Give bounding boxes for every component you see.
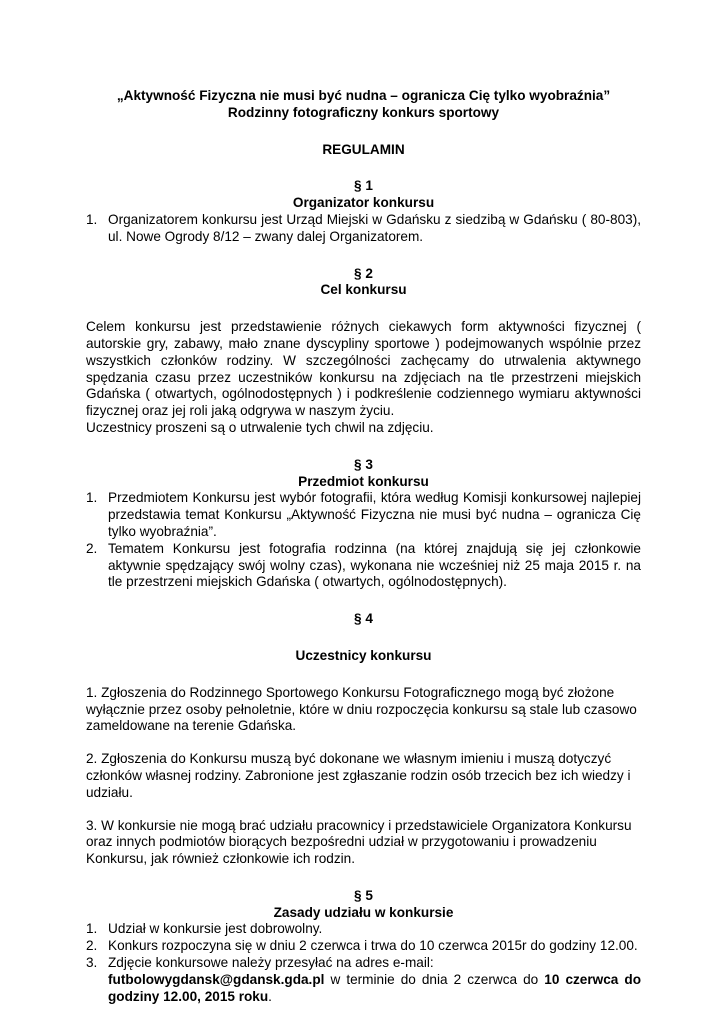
- list-item-text: Konkurs rozpoczyna się w dniu 2 czerwca i trwa do 10 czerwca 2015r do godziny 12.00.: [108, 938, 638, 954]
- list-item-number: 1.: [86, 211, 98, 227]
- section-list: [86, 212, 641, 246]
- section-list: [86, 490, 641, 591]
- section-title: Przedmiot konkursu: [298, 473, 429, 489]
- list-item: [86, 938, 641, 955]
- list-item: [86, 955, 641, 1005]
- list-item-text: Organizatorem konkursu jest Urząd Miejski w Gdańsku z siedzibą w Gdańsku ( 80-803), ul. Nowe Ogrody 8/12 – zwany dalej Organizatorem.: [108, 211, 641, 244]
- paragraph: 1. Zgłoszenia do Rodzinnego Sportowego Konkursu Fotograficznego mogą być złożone wyłącznie przez osoby pełnoletnie, które w dniu rozpoczęcia konkursu są stale lub czasowo zameldowane na terenie Gdańska.: [86, 684, 637, 734]
- paragraph: Celem konkursu jest przedstawienie różnych ciekawych form aktywności fizycznej ( autorskie gry, zabawy, mało znane dyscypliny sportowe ) podejmowanych wspólnie przez wszystkich członków rodziny. W szczególności zachęcamy do utrwalenia aktywnego spędzania czasu przez uczestników konkursu na zdjęciach na tle przestrzeni miejskich Gdańska ( otwartych, ogólnodostępnych ) i podkreślenie codziennego wymiaru aktywności fizycznej oraz jej roli jaką odgrywa w naszym życiu.: [86, 319, 641, 419]
- list-item-number: 1.: [86, 921, 98, 937]
- section-2: [86, 266, 641, 437]
- list-item-text: Zdjęcie konkursowe należy przesyłać na adres e-mail:: [108, 955, 434, 971]
- section-title: Cel konkursu: [320, 282, 407, 298]
- paragraph: 2. Zgłoszenia do Konkursu muszą być dokonane we własnym imieniu i muszą dotyczyć członków własnej rodziny. Zabronione jest zgłaszanie rodzin osób trzecich bez ich wiedzy i udziału.: [86, 751, 631, 800]
- list-item-number: 2.: [86, 540, 98, 556]
- section-number: § 4: [354, 611, 373, 627]
- deadline-text: 10 czerwca do godziny 12.00, 2015 roku: [108, 971, 641, 1004]
- list-item-number: 1.: [86, 490, 98, 506]
- document-content: [86, 88, 641, 1005]
- document-title-line2: Rodzinny fotograficzny konkurs sportowy: [227, 104, 500, 120]
- section-number: § 3: [354, 456, 373, 472]
- section-3: [86, 457, 641, 591]
- list-item-text: .: [268, 988, 272, 1004]
- regulamin-heading: REGULAMIN: [322, 141, 405, 157]
- section-title: Organizator konkursu: [292, 195, 435, 211]
- contact-email[interactable]: futbolowygdansk@gdansk.gda.pl: [108, 971, 325, 987]
- document-title-line1: „Aktywność Fizyczna nie musi być nudna – ogranicza Cię tylko wyobraźnia”: [116, 88, 611, 103]
- list-item: [86, 212, 641, 246]
- list-item-text: Przedmiotem Konkursu jest wybór fotografii, która według Komisji konkursowej najlepiej przedstawia temat Konkursu „Aktywność Fizyczna nie musi być nudna – ogranicza Cię tylko wyobraźnia”.: [108, 490, 641, 539]
- section-number: § 5: [354, 887, 373, 903]
- section-list: [86, 921, 641, 1005]
- section-number: § 1: [354, 178, 373, 194]
- section-title: Zasady udziału w konkursie: [273, 904, 454, 920]
- list-item: [86, 921, 641, 938]
- section-4: [86, 611, 641, 868]
- section-5: [86, 888, 641, 1006]
- paragraph: 3. W konkursie nie mogą brać udziału pracownicy i przedstawiciele Organizatora Konkursu oraz innych podmiotów biorących bezpośredni udział w przygotowaniu i prowadzeniu Konkursu, jak również członkowie ich rodzin.: [86, 817, 632, 867]
- list-item: [86, 490, 641, 540]
- list-item-text: w terminie do dnia 2 czerwca do: [324, 971, 545, 987]
- list-item-number: 3.: [86, 955, 98, 971]
- section-1: [86, 178, 641, 245]
- list-item-text: Tematem Konkursu jest fotografia rodzinna (na której znajdują się jej członkowie aktywnie spędzający swój wolny czas), wykonana nie wcześniej niż 25 maja 2015 r. na tle przestrzeni miejskich Gdańska ( otwartych, ogólnodostępnych).: [108, 540, 641, 590]
- section-title: Uczestnicy konkursu: [295, 647, 432, 663]
- list-item: [86, 541, 641, 591]
- list-item-text: Udział w konkursie jest dobrowolny.: [108, 921, 323, 937]
- section-number: § 2: [354, 265, 373, 281]
- list-item-number: 2.: [86, 938, 98, 954]
- paragraph: Uczestnicy proszeni są o utrwalenie tych chwil na zdjęciu.: [86, 419, 434, 435]
